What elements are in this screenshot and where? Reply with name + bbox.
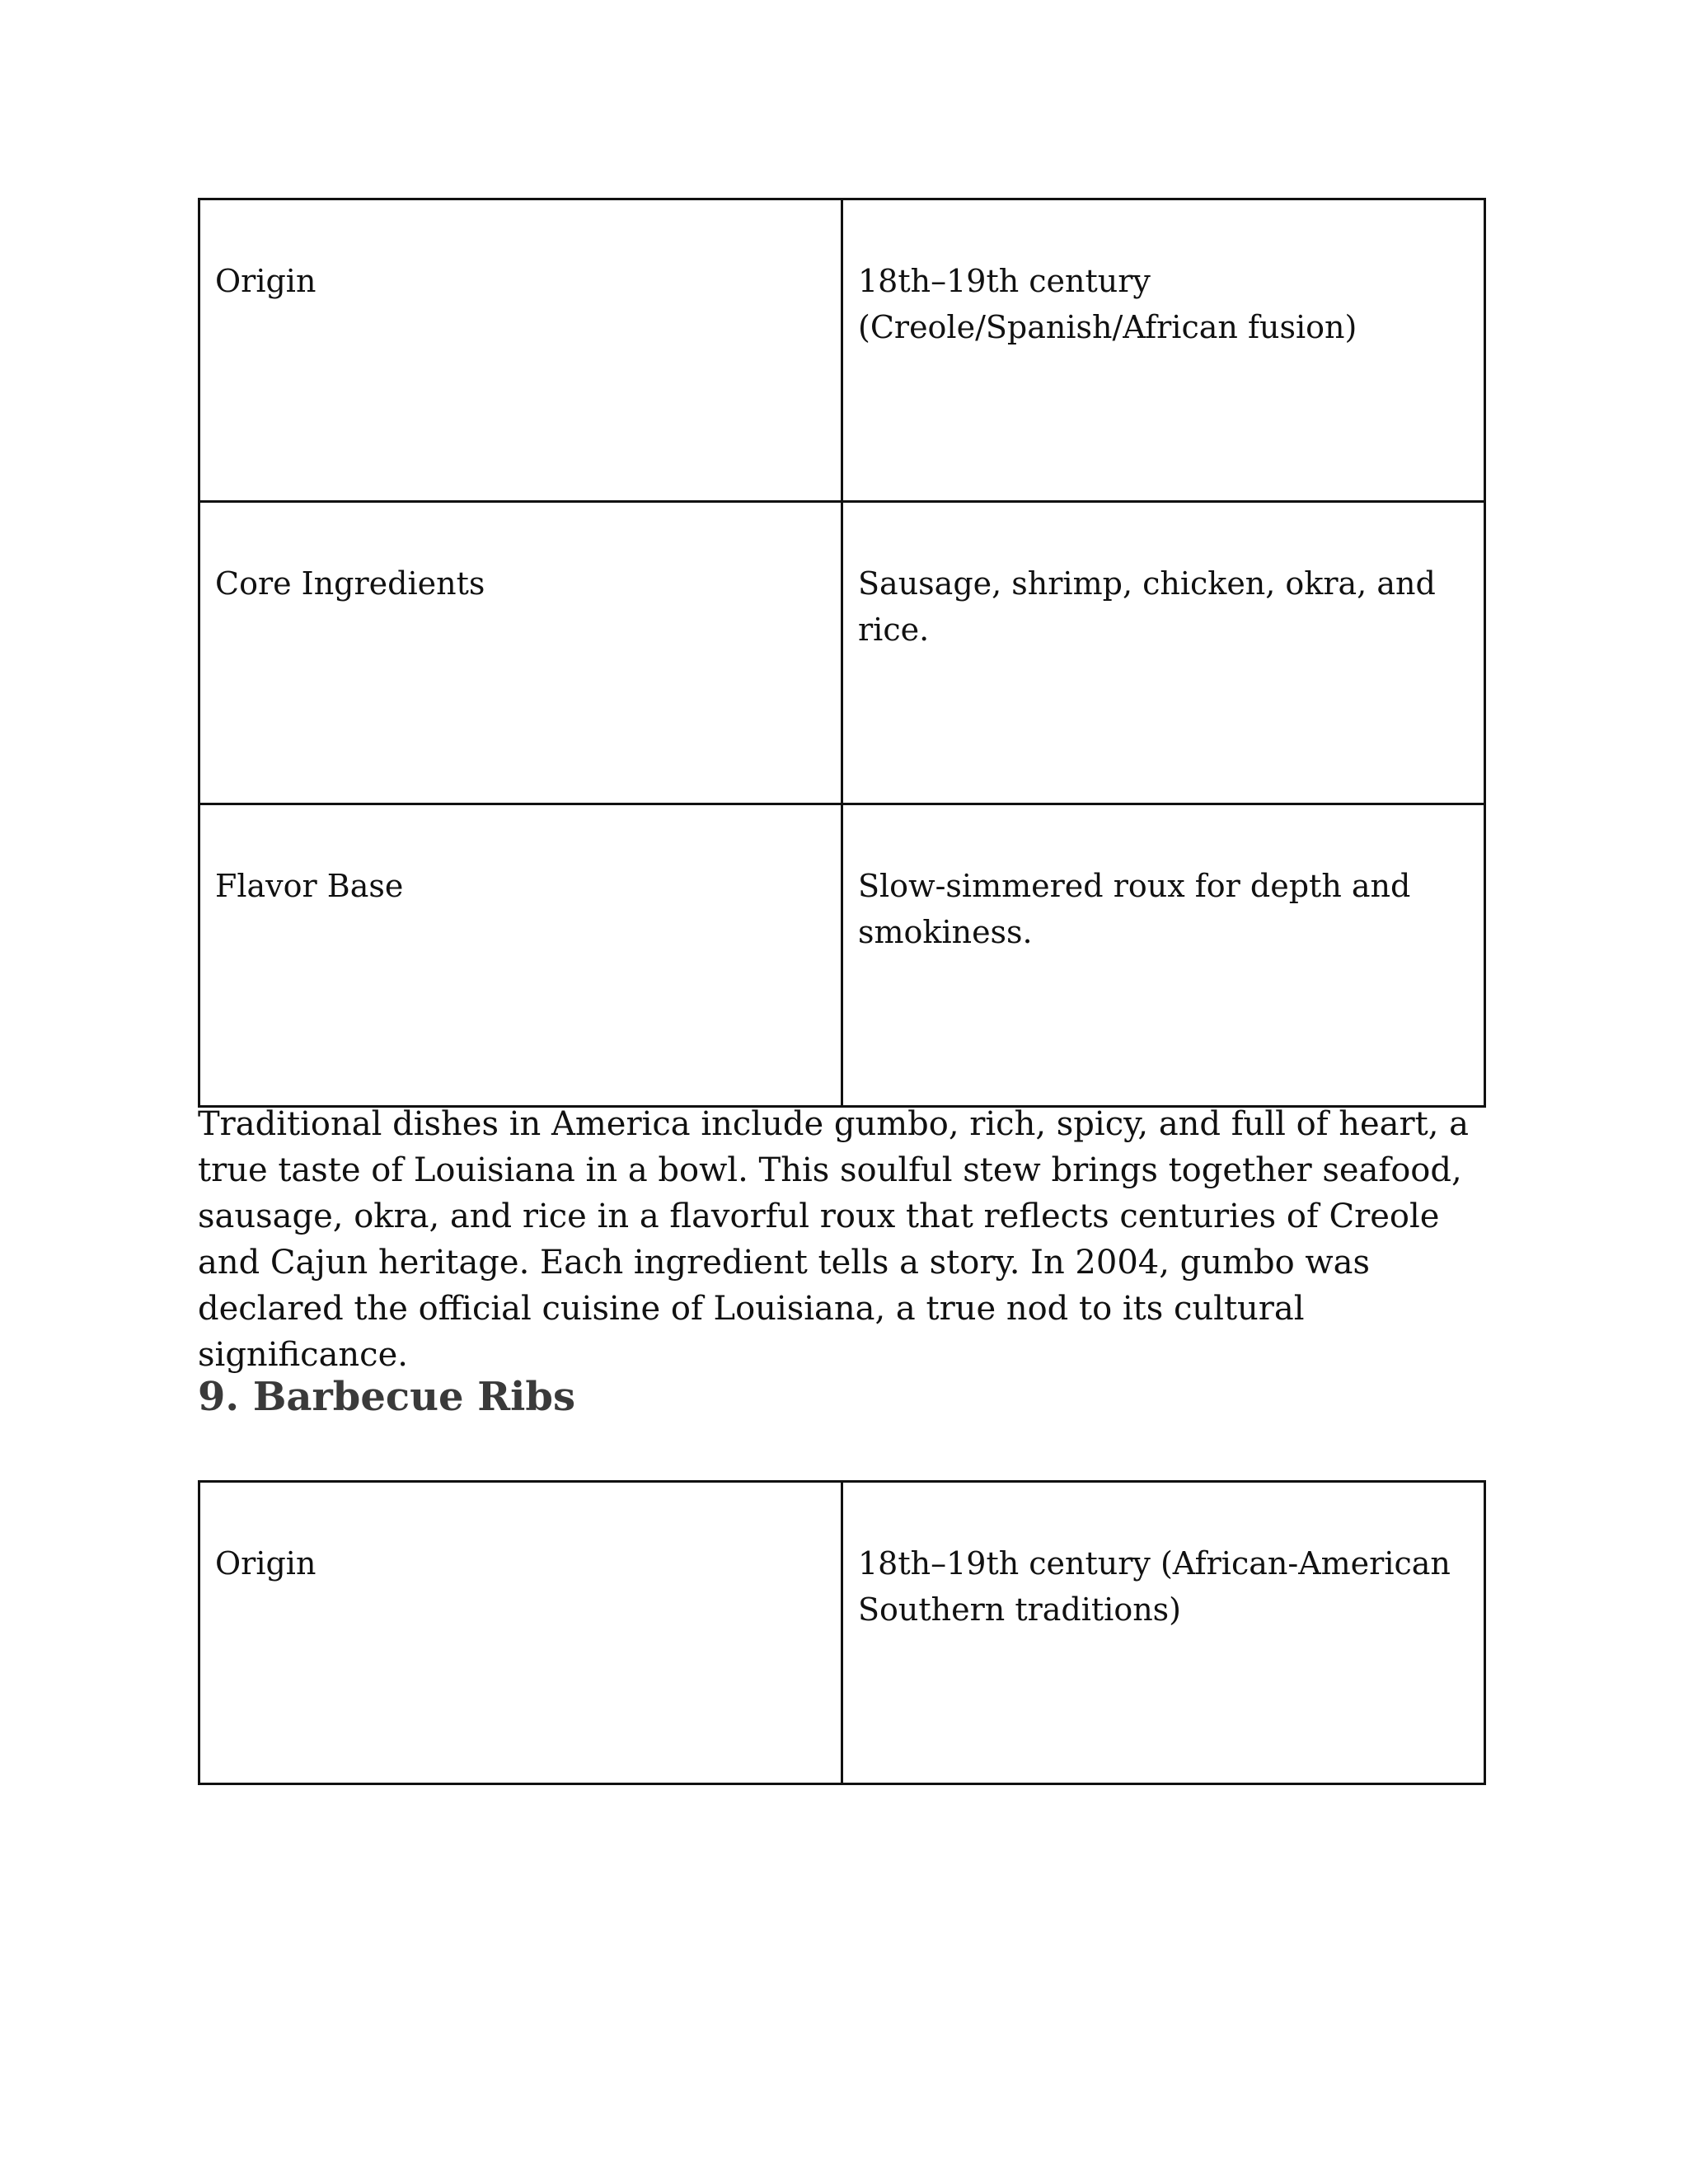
- table-value-cell: [842, 502, 1485, 804]
- table-value-cell: [842, 804, 1485, 1107]
- table-label-cell: Origin: [199, 1482, 842, 1784]
- ribs-info-table: [198, 1480, 1486, 1785]
- value-line: smokiness.: [858, 914, 1033, 950]
- section-heading: 9. Barbecue Ribs: [198, 1374, 575, 1420]
- value-line: 18th–19th century (African-American: [858, 1545, 1451, 1582]
- table-row: [199, 1482, 1485, 1784]
- value-line: Sausage, shrimp, chicken, okra, and: [858, 565, 1436, 602]
- table-label-cell: Core Ingredients: [199, 502, 842, 804]
- table-row: [199, 199, 1485, 502]
- table-value-cell: [842, 199, 1485, 502]
- gumbo-info-table: [198, 198, 1486, 1108]
- value-line: 18th–19th century: [858, 263, 1151, 299]
- value-line: (Creole/Spanish/African fusion): [858, 309, 1357, 345]
- gumbo-description-paragraph: Traditional dishes in America include gumbo, rich, spicy, and full of heart, a true taste of Louisiana in a bowl. This soulful stew brings together seafood, sausage, okra, and rice in a flavorful roux that reflects centuries of Creole and Cajun heritage. Each ingredient tells a story. In 2004, gumbo was declared the official cuisine of Louisiana, a true nod to its cultural significance.: [198, 1105, 1469, 1374]
- value-line: rice.: [858, 612, 930, 648]
- table-row: [199, 502, 1485, 804]
- table-label-cell: Flavor Base: [199, 804, 842, 1107]
- value-line: Slow-simmered roux for depth and: [858, 868, 1411, 904]
- value-line: Southern traditions): [858, 1591, 1182, 1628]
- table-label-cell: Origin: [199, 199, 842, 502]
- table-row: [199, 804, 1485, 1107]
- table-value-cell: [842, 1482, 1485, 1784]
